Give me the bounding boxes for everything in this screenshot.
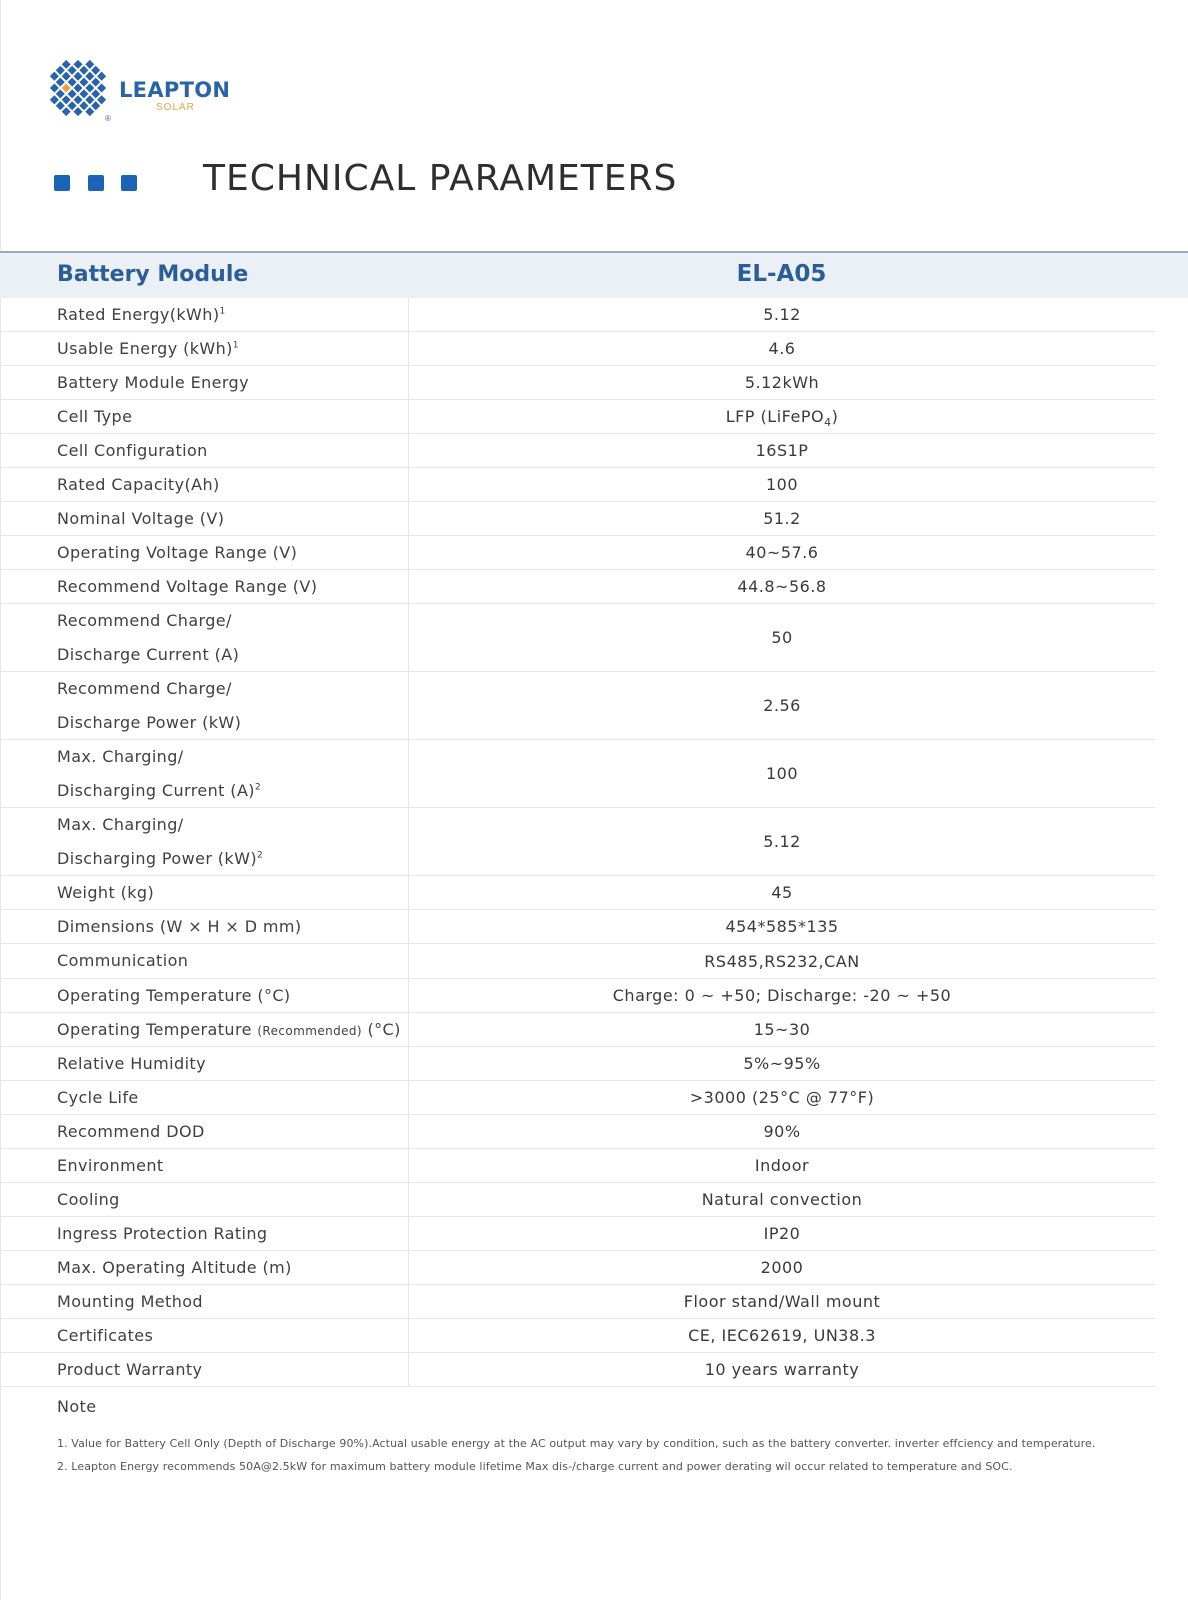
row-label [57, 1285, 407, 1319]
logo-sun-tile [62, 83, 71, 92]
logo-tile [85, 83, 94, 92]
table-row [0, 1353, 1155, 1387]
logo-tile [97, 72, 106, 81]
footnote-1: 1. Value for Battery Cell Only (Depth of Discharge 90%).Actual usable energy at the AC output may vary by condition, such as the battery converter. inverter effciency and temperature. [57, 1437, 1096, 1450]
row-label-label: Recommend DOD [57, 1122, 205, 1141]
logo-tile [79, 66, 88, 75]
row-label [57, 1047, 407, 1081]
table-row [0, 1115, 1155, 1149]
logo-tile [73, 107, 82, 116]
header-model: EL-A05 [736, 261, 827, 287]
value-end: ) [831, 407, 839, 426]
table-row [0, 468, 1155, 502]
row-label-label: Cell Type [57, 407, 133, 426]
row-label [57, 298, 407, 332]
row-value: 10 years warranty [704, 1360, 860, 1379]
row-value: 90% [763, 1122, 801, 1141]
row-value: 5.12 [763, 832, 801, 851]
table-row [0, 740, 1155, 808]
logo-tile [56, 66, 65, 75]
row-label [57, 1115, 407, 1149]
square-icon [88, 175, 104, 191]
row-label-label-end: (°C) [367, 1020, 401, 1039]
row-value: Natural convection [701, 1190, 863, 1209]
logo-tile [97, 95, 106, 104]
row-value: Indoor [754, 1156, 810, 1175]
row-label-label: Cycle Life [57, 1088, 139, 1107]
row-label-label: Cooling [57, 1190, 120, 1209]
table-row [0, 536, 1155, 570]
table-row [0, 1251, 1155, 1285]
table-row [0, 910, 1155, 944]
row-label-label: Product Warranty [57, 1360, 203, 1379]
row-label-label-small: (Recommended) [257, 1024, 363, 1038]
row-label [57, 570, 407, 604]
page-title: TECHNICAL PARAMETERS [203, 158, 678, 199]
row-value: 51.2 [763, 509, 801, 528]
row-label-label-line1: Recommend Charge/ [57, 679, 232, 698]
row-label [57, 979, 407, 1013]
table-row [0, 672, 1155, 740]
row-label-label: Communication [57, 951, 189, 970]
row-label-label: Operating Temperature (°C) [57, 986, 291, 1005]
row-label-label: Operating Temperature [57, 1020, 252, 1039]
logo-tile [62, 60, 71, 69]
row-value: 454*585*135 [725, 917, 839, 936]
logo-tile [50, 72, 59, 81]
value-main: LFP (LiFePO [725, 407, 825, 426]
logo-tile [56, 89, 65, 98]
logo-tile [62, 95, 71, 104]
table-row [0, 1285, 1155, 1319]
row-label [57, 1183, 407, 1217]
logo-tile [97, 83, 106, 92]
table-row [0, 434, 1155, 468]
value-subscript: 4 [824, 416, 832, 430]
row-value: 15~30 [753, 1020, 811, 1039]
table-row [0, 1183, 1155, 1217]
logo-tile [50, 95, 59, 104]
row-label [57, 672, 407, 740]
row-label [57, 468, 407, 502]
row-label-label: Nominal Voltage (V) [57, 509, 225, 528]
row-label-label-line1: Max. Charging/ [57, 815, 184, 834]
brand-sub: SOLAR [156, 102, 195, 113]
header-label: Battery Module [57, 262, 249, 287]
row-value: >3000 (25°C @ 77°F) [689, 1088, 875, 1107]
row-label [57, 1013, 407, 1048]
row-label-label: Mounting Method [57, 1292, 203, 1311]
row-label-label-line2: Discharging Current (A) [57, 781, 255, 800]
row-label [57, 366, 407, 400]
row-label-label: Cell Configuration [57, 441, 208, 460]
table-row [0, 808, 1155, 876]
logo-tile [91, 66, 100, 75]
row-value: CE, IEC62619, UN38.3 [688, 1326, 876, 1345]
row-label-label: Weight (kg) [57, 883, 155, 902]
table-row [0, 876, 1155, 910]
row-label-label: Max. Operating Altitude (m) [57, 1258, 292, 1277]
row-label-sup: 1 [219, 306, 226, 317]
note-label: Note [57, 1397, 97, 1416]
row-label-label: Certificates [57, 1326, 154, 1345]
row-label [57, 502, 407, 536]
row-value: 16S1P [755, 441, 809, 460]
row-label [57, 808, 407, 876]
row-label-sup: 2 [254, 782, 262, 793]
row-label [57, 536, 407, 570]
row-label-label: Relative Humidity [57, 1054, 206, 1073]
table-row [0, 604, 1155, 672]
row-label [57, 1149, 407, 1183]
logo-tile [68, 89, 77, 98]
logo-tile [85, 72, 94, 81]
logo-tile [56, 78, 65, 87]
logo-tile [85, 95, 94, 104]
table-row [0, 1217, 1155, 1251]
row-label [57, 1353, 407, 1387]
row-value: 5%~95% [743, 1054, 821, 1073]
row-label [57, 332, 407, 366]
row-value: 5.12 [763, 305, 801, 324]
table-row [0, 332, 1155, 366]
table-row [0, 298, 1155, 332]
row-label-label: Environment [57, 1156, 164, 1175]
table-row [0, 366, 1155, 400]
logo-tile [73, 72, 82, 81]
logo-tile [85, 107, 94, 116]
logo-tile [85, 60, 94, 69]
table-row [0, 1047, 1155, 1081]
logo-tile [73, 95, 82, 104]
row-value: 100 [765, 475, 799, 494]
row-value: 44.8~56.8 [737, 577, 827, 596]
row-value: 4.6 [768, 339, 796, 358]
row-label [57, 1251, 407, 1285]
logo-tile [68, 101, 77, 110]
logo-tile [68, 78, 77, 87]
row-label-line2-wrap [57, 638, 407, 672]
row-label-label: Usable Energy (kWh) [57, 339, 233, 358]
table-row [0, 1081, 1155, 1115]
table-row [0, 979, 1155, 1013]
logo-tile [73, 60, 82, 69]
row-value: 50 [771, 628, 793, 647]
row-label-label: Rated Capacity(Ah) [57, 475, 220, 494]
row-label [57, 910, 407, 944]
row-label [57, 944, 407, 978]
row-label [57, 1217, 407, 1251]
brand-logo [46, 56, 246, 126]
row-label [57, 434, 407, 468]
row-label [57, 740, 407, 808]
row-label-sup: 2 [256, 850, 264, 861]
row-label [57, 1081, 407, 1115]
row-label-line2-wrap [57, 842, 407, 876]
row-value: IP20 [763, 1224, 801, 1243]
row-label-label: Operating Voltage Range (V) [57, 543, 298, 562]
table-row [0, 502, 1155, 536]
logo-tile [50, 83, 59, 92]
row-label [57, 1319, 407, 1353]
row-value: 40~57.6 [745, 543, 819, 562]
row-label-label-line1: Max. Charging/ [57, 747, 184, 766]
logo-tile [79, 78, 88, 87]
table-header [0, 251, 1188, 298]
row-value [409, 400, 1155, 434]
row-label [57, 604, 407, 672]
row-label-label-line2: Discharge Current (A) [57, 645, 240, 664]
logo-tile [62, 72, 71, 81]
square-icon [54, 175, 70, 191]
table-row [0, 1013, 1155, 1047]
row-value: 100 [765, 764, 799, 783]
square-icon [121, 175, 137, 191]
row-label-label-line2: Discharging Power (kW) [57, 849, 257, 868]
logo-tile [91, 101, 100, 110]
brand-name: LEAPTON [119, 78, 231, 102]
row-label-line2-wrap [57, 706, 407, 740]
table-row [0, 570, 1155, 604]
row-value: 2000 [760, 1258, 804, 1277]
table-row [0, 1319, 1155, 1353]
logo-tile [56, 101, 65, 110]
row-value: RS485,RS232,CAN [704, 952, 860, 971]
logo-tile [91, 89, 100, 98]
row-label-label: Dimensions (W × H × D mm) [57, 917, 302, 936]
row-value: 5.12kWh [744, 373, 820, 392]
row-label-label-line1: Recommend Charge/ [57, 611, 232, 630]
row-value: 2.56 [763, 696, 801, 715]
row-label [57, 400, 407, 434]
row-label-label: Ingress Protection Rating [57, 1224, 268, 1243]
row-label-sup: 1 [232, 340, 239, 351]
row-label-label: Rated Energy(kWh) [57, 305, 220, 324]
brand-registered-mark: ® [105, 114, 111, 123]
row-label-label: Battery Module Energy [57, 373, 249, 392]
logo-tile [79, 101, 88, 110]
row-label-label: Recommend Voltage Range (V) [57, 577, 318, 596]
table-row [0, 400, 1155, 434]
logo-tile [68, 66, 77, 75]
row-value: 45 [771, 883, 793, 902]
table-row [0, 1149, 1155, 1183]
row-label [57, 876, 407, 910]
logo-tile [62, 107, 71, 116]
logo-tile [91, 78, 100, 87]
row-label-line2-wrap [57, 774, 407, 808]
table-row [0, 944, 1155, 979]
logo-tile [73, 83, 82, 92]
footnote-2: 2. Leapton Energy recommends 50A@2.5kW for maximum battery module lifetime Max dis-/charge current and power derating wil occur related to temperature and SOC. [57, 1460, 1013, 1473]
row-value: Charge: 0 ~ +50; Discharge: -20 ~ +50 [612, 986, 952, 1005]
row-value: Floor stand/Wall mount [683, 1292, 881, 1311]
logo-tile [79, 89, 88, 98]
row-label-label-line2: Discharge Power (kW) [57, 713, 242, 732]
